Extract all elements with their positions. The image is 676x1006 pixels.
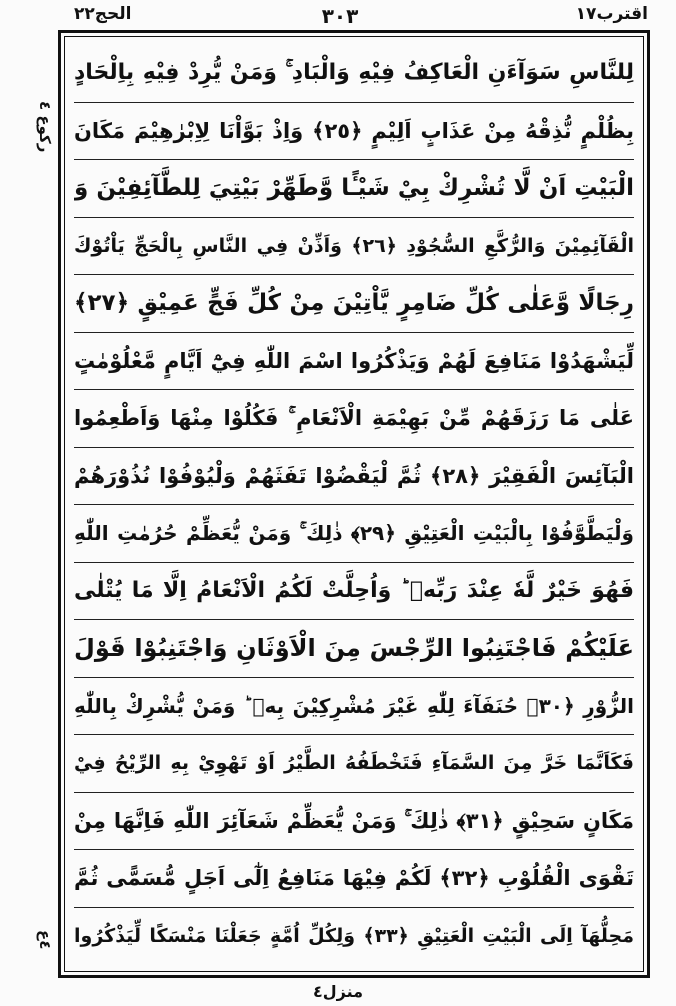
verse-line: الْبَآئِسَ الْفَقِيْرَ ﴿٢٨﴾ ثُمَّ لْيَقْضُوْا تَفَثَهُمْ وَلْيُوْفُوْا نُذُوْرَهُمْ [74, 463, 634, 488]
verse-line: عَلَيْكُمْ فَاجْتَنِبُوا الرِّجْسَ مِنَ الْاَوْثَانِ وَاجْتَنِبُوْا قَوْلَ [74, 634, 634, 662]
verse-line: بِظُلْمٍ نُّذِقْهُ مِنْ عَذَابٍ اَلِيْمٍ ﴿٢٥﴾ وَاِذْ بَوَّاْنَا لِاِبْرٰهِيْمَ مَكَانَ [74, 118, 634, 143]
verse-line: فَهُوَ خَيْرٌ لَّهٗ عِنْدَ رَبِّهٖ ؕ وَاُحِلَّتْ لَكُمُ الْاَنْعَامُ اِلَّا مَا يُتْلٰى [74, 577, 634, 603]
verse-lines [74, 44, 634, 964]
page-header [0, 0, 676, 32]
surah-name: الحج٢٢ [74, 4, 132, 24]
verse-line: لِلنَّاسِ سَوَآءَنِ الْعَاكِفُ فِيْهِ وَالْبَادِ ۚ وَمَنْ يُّرِدْ فِيْهِ بِاِلْحَادٍ [74, 60, 634, 85]
verse-line: عَلٰى مَا رَزَقَهُمْ مِّنْ بَهِيْمَةِ الْاَنْعَامِ ۚ فَكُلُوْا مِنْهَا وَاَطْعِمُوا [74, 406, 634, 430]
verse-line: مَكَانٍ سَحِيْقٍ ﴿٣١﴾ ذٰلِكَ ۚ وَمَنْ يُّعَظِّمْ شَعَآئِرَ اللّٰهِ فَاِنَّهَا مِنْ [74, 808, 634, 833]
verse-line: الْقَآئِمِيْنَ وَالرُّكَّعِ السُّجُوْدِ ﴿٢٦﴾ وَاَذِّنْ فِي النَّاسِ بِالْحَجِّ يَاْتُوْكَ [74, 234, 634, 257]
ruku-mark-top: ركوع ٤ [36, 101, 54, 153]
verse-line-last: مَحِلُّهَآ اِلَى الْبَيْتِ الْعَتِيْقِ ﴿٣٣﴾ وَلِكُلِّ اُمَّةٍ جَعَلْنَا مَنْسَكًا لِّيَذْكُرُوا [74, 924, 634, 947]
verse-line: لِّيَشْهَدُوْا مَنَافِعَ لَهُمْ وَيَذْكُرُوا اسْمَ اللّٰهِ فِيْٓ اَيَّامٍ مَّعْلُوْمٰتٍ [74, 348, 634, 373]
ruku-mark-bottom: ٤ع [36, 930, 54, 950]
page-number: ٣٠٣ [321, 4, 359, 28]
juz-name: اقترب١٧ [575, 4, 648, 24]
verse-line: الْبَيْتِ اَنْ لَّا تُشْرِكْ بِيْ شَيْـًٔا وَّطَهِّرْ بَيْتِيَ لِلطَّآئِفِيْنَ وَ [74, 175, 634, 201]
verse-line: تَقْوَى الْقُلُوْبِ ﴿٣٢﴾ لَكُمْ فِيْهَا مَنَافِعُ اِلٰٓى اَجَلٍ مُّسَمًّى ثُمَّ [74, 866, 634, 890]
verse-line: الزُّوْرِ ﴿٣٠﴾ حُنَفَآءَ لِلّٰهِ غَيْرَ مُشْرِكِيْنَ بِهٖ ؕ وَمَنْ يُّشْرِكْ بِاللّٰهِ [74, 693, 634, 718]
manzil-footer: منزل٤ [312, 982, 364, 1001]
verse-line: فَكَاَنَّمَا خَرَّ مِنَ السَّمَآءِ فَتَخْطَفُهُ الطَّيْرُ اَوْ تَهْوِيْ بِهِ الرِّيْحُ فِيْ [74, 752, 634, 774]
verse-line: رِجَالًا وَّعَلٰى كُلِّ ضَامِرٍ يَّاْتِيْنَ مِنْ كُلِّ فَجٍّ عَمِيْقٍ ﴿٢٧﴾ [74, 290, 634, 316]
verse-line: وَلْيَطَّوَّفُوْا بِالْبَيْتِ الْعَتِيْقِ ﴿٢٩﴾ ذٰلِكَ ۚ وَمَنْ يُّعَظِّمْ حُرُمٰتِ اللّٰهِ [74, 521, 634, 545]
